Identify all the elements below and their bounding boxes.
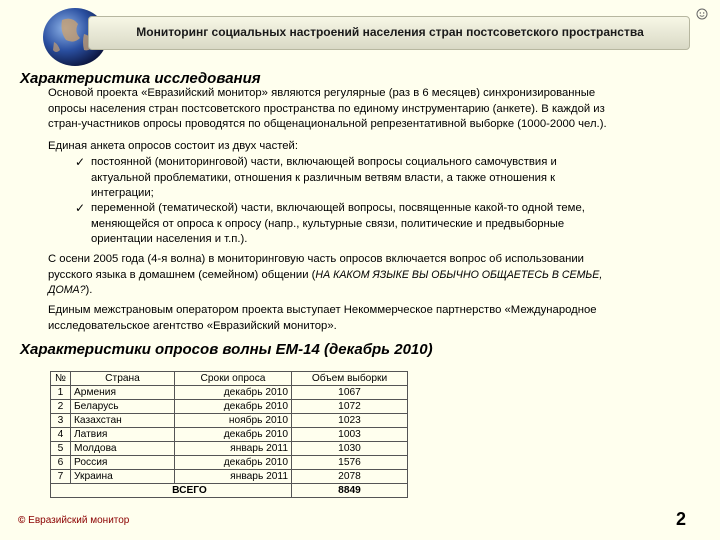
header-dates: Сроки опроса <box>175 372 292 386</box>
organization-name: Евразийский монитор <box>28 515 130 526</box>
table-row: 1 Армения декабрь 2010 1067 <box>51 386 408 400</box>
section-heading-wave: Характеристики опросов волны ЕМ-14 (декабрь 2010) <box>20 341 433 358</box>
smiley-icon <box>696 8 708 20</box>
copyright-icon: © <box>18 515 26 526</box>
checkmark-icon: ✓ <box>75 201 86 215</box>
table-row: 5 Молдова январь 2011 1030 <box>51 442 408 456</box>
footer-copyright <box>18 515 129 526</box>
paragraph-operator: Единым межстрановым оператором проекта выступает Некоммерческое партнерство «Международное исследовательское агентство «Евразийский монитор». <box>48 304 597 332</box>
table-row: 3 Казахстан ноябрь 2010 1023 <box>51 414 408 428</box>
paragraph-russian-language: С осени 2005 года (4-я волна) в мониторинговую часть опросов включается вопрос об использовании русского языка в домашнем (семейном) общении (НА КАКОМ ЯЗЫКЕ ВЫ ОБЫЧНО ОБЩАЕТЕСЬ В СЕМЬЕ, ДОМА?). <box>48 253 603 296</box>
checkmark-icon: ✓ <box>75 155 86 169</box>
total-value: 8849 <box>292 484 408 498</box>
table-row: 7 Украина январь 2011 2078 <box>51 470 408 484</box>
table-total-row <box>51 484 408 498</box>
paragraph-questionnaire: Единая анкета опросов состоит из двух частей: <box>48 140 299 152</box>
paragraph-project-basis: Основой проекта «Евразийский монитор» являются регулярные (раз в 6 месяцев) синхронизированные опросы населения стран постсоветского пространства по единому инструментарию (анкете). В каждой из стран-участников опросы проводятся по общенациональной репрезентативной выборке (1000-2000 чел.). <box>48 87 607 130</box>
page-title: Мониторинг социальных настроений населения стран постсоветского пространства <box>136 25 644 39</box>
table-row: 6 Россия декабрь 2010 1576 <box>51 456 408 470</box>
header-country: Страна <box>71 372 175 386</box>
bullet-variable-part: переменной (тематической) части, включающей вопросы, посвященные какой-то одной теме, меняющейся от опроса к опросу (напр., культурные связи, политические и предвыборные ориентации населения и т.п.). <box>91 202 585 245</box>
header-sample-size: Объем выборки <box>292 372 408 386</box>
table-row: 2 Беларусь декабрь 2010 1072 <box>51 400 408 414</box>
table-header-row <box>51 372 408 386</box>
section-heading-research: Характеристика исследования <box>20 70 261 87</box>
survey-table <box>50 371 408 498</box>
page-number: 2 <box>676 509 687 529</box>
total-label: ВСЕГО <box>51 484 292 498</box>
header-number: № <box>51 372 71 386</box>
bullet-permanent-part: постоянной (мониторинговой) части, включающей вопросы социального самочувствия и актуальной проблематики, отношения к различным ветвям власти, а также отношения к интеграции; <box>91 156 557 199</box>
table-row: 4 Латвия декабрь 2010 1003 <box>51 428 408 442</box>
